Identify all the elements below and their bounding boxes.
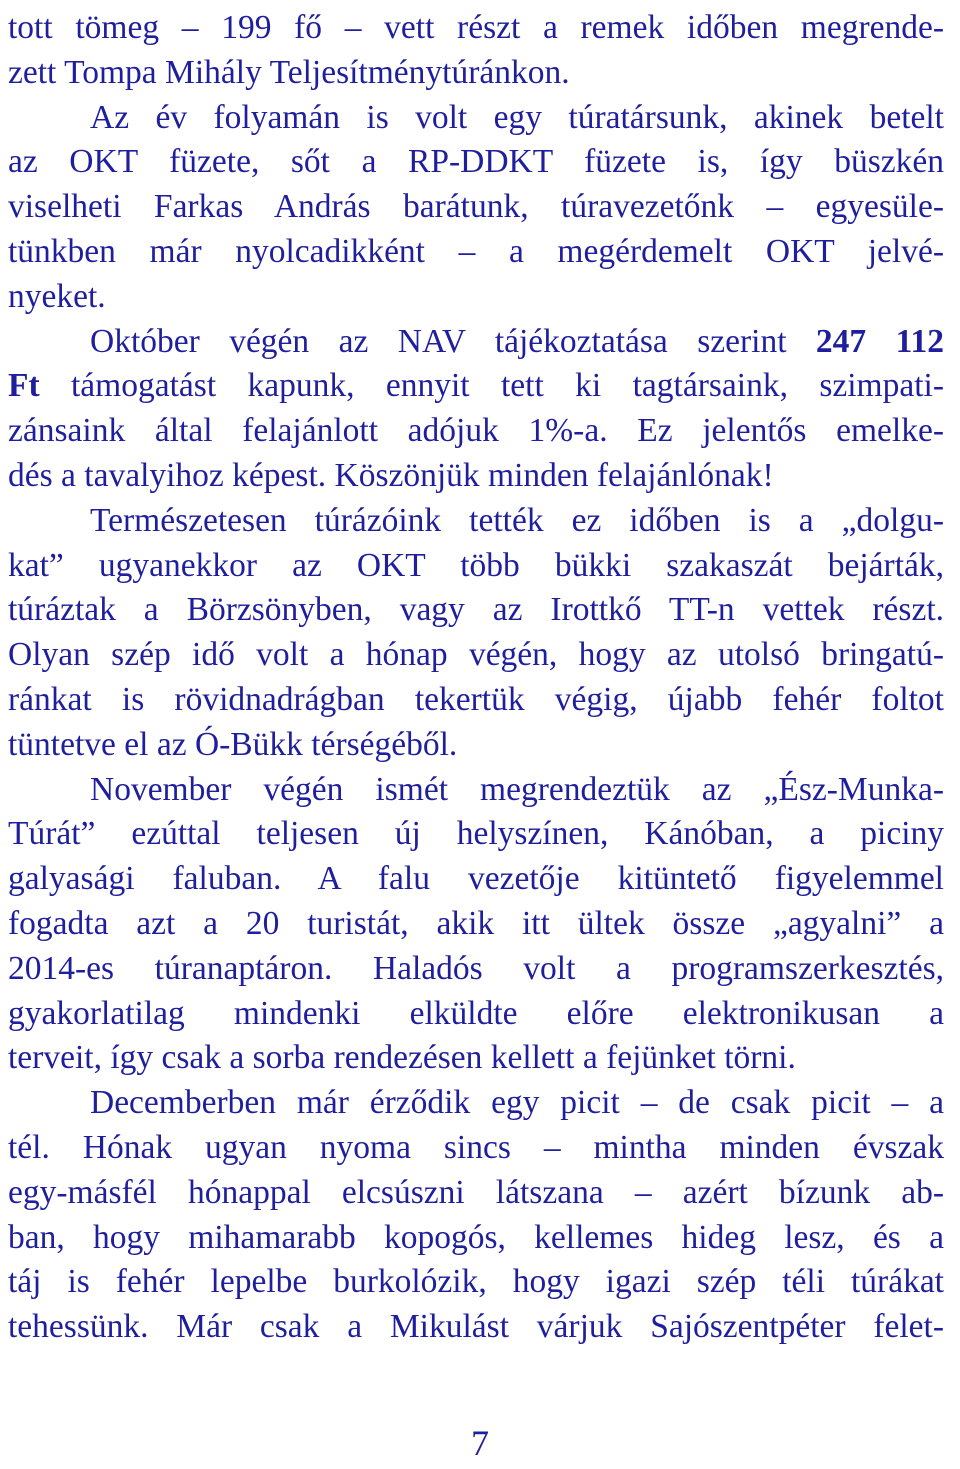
- text-line: Az év folyamán is volt egy túratársunk, akinek betelt: [90, 98, 944, 136]
- text-line: Természetesen túrázóink tették ez időben is a „dolgu-: [90, 501, 944, 539]
- text-line: Olyan szép idő volt a hónap végén, hogy az utolsó bringatú-: [8, 636, 944, 674]
- text-segment: Október végén az NAV tájékoztatása szerint: [90, 322, 816, 360]
- text-line: az OKT füzete, sőt a RP-DDKT füzete is, így büszkén: [8, 143, 944, 181]
- text-line: tehessünk. Már csak a Mikulást várjuk Sajószentpéter felet-: [8, 1308, 944, 1346]
- text-line: nyeket.: [8, 277, 106, 315]
- text-line: zánsaink által felajánlott adójuk 1%-a. Ez jelentős emelke-: [8, 412, 944, 450]
- text-line: dés a tavalyihoz képest. Köszönjük minden felajánlónak!: [8, 456, 774, 494]
- text-line: túráztak a Börzsönyben, vagy az Irottkő TT-n vettek részt.: [8, 591, 944, 629]
- text-line: tünkben már nyolcadikként – a megérdemelt OKT jelvé-: [8, 232, 944, 270]
- text-line: fogadta azt a 20 turistát, akik itt ültek össze „agyalni” a: [8, 904, 944, 942]
- text-line: kat” ugyanekkor az OKT több bükki szakaszát bejárták,: [8, 546, 944, 584]
- text-line: Túrát” ezúttal teljesen új helyszínen, Kánóban, a piciny: [8, 815, 944, 853]
- text-line: tott tömeg – 199 fő – vett részt a remek időben megrende-: [8, 9, 944, 46]
- text-line: egy-másfél hónappal elcsúszni látszana – azért bízunk ab-: [8, 1173, 944, 1211]
- text-line: [8, 364, 944, 409]
- text-line: viselheti Farkas András barátunk, túravezetőnk – egyesüle-: [8, 188, 944, 226]
- text-line: Decemberben már érződik egy picit – de csak picit – a: [90, 1084, 944, 1122]
- page-number: 7: [471, 1423, 489, 1463]
- text-line: tüntetve el az Ó-Bükk térségéből.: [8, 725, 458, 763]
- text-line: galyasági faluban. A falu vezetője kitüntető figyelemmel: [8, 860, 944, 898]
- text-line: tél. Hónak ugyan nyoma sincs – mintha minden évszak: [8, 1128, 944, 1166]
- text-line: ban, hogy mihamarabb kopogós, kellemes hideg lesz, és a: [8, 1218, 944, 1256]
- text-line: [8, 320, 944, 365]
- document-body: [8, 6, 944, 1350]
- text-line: zett Tompa Mihály Teljesítménytúránkon.: [8, 53, 570, 91]
- text-line: 2014-es túranaptáron. Haladós volt a programszerkesztés,: [8, 949, 944, 987]
- text-line: gyakorlatilag mindenki elküldte előre elektronikusan a: [8, 994, 944, 1032]
- text-line: ránkat is rövidnadrágban tekertük végig, újabb fehér foltot: [8, 680, 944, 718]
- text-line: November végén ismét megrendeztük az „Ész-Munka-: [90, 770, 944, 808]
- amount-bold: 247 112: [815, 322, 944, 360]
- currency-bold: Ft: [8, 367, 40, 405]
- text-segment: támogatást kapunk, ennyit tett ki tagtársaink, szimpati-: [39, 367, 944, 405]
- text-line: táj is fehér lepelbe burkolózik, hogy igazi szép téli túrákat: [8, 1263, 944, 1301]
- text-line: terveit, így csak a sorba rendezésen kellett a fejünket törni.: [8, 1039, 796, 1077]
